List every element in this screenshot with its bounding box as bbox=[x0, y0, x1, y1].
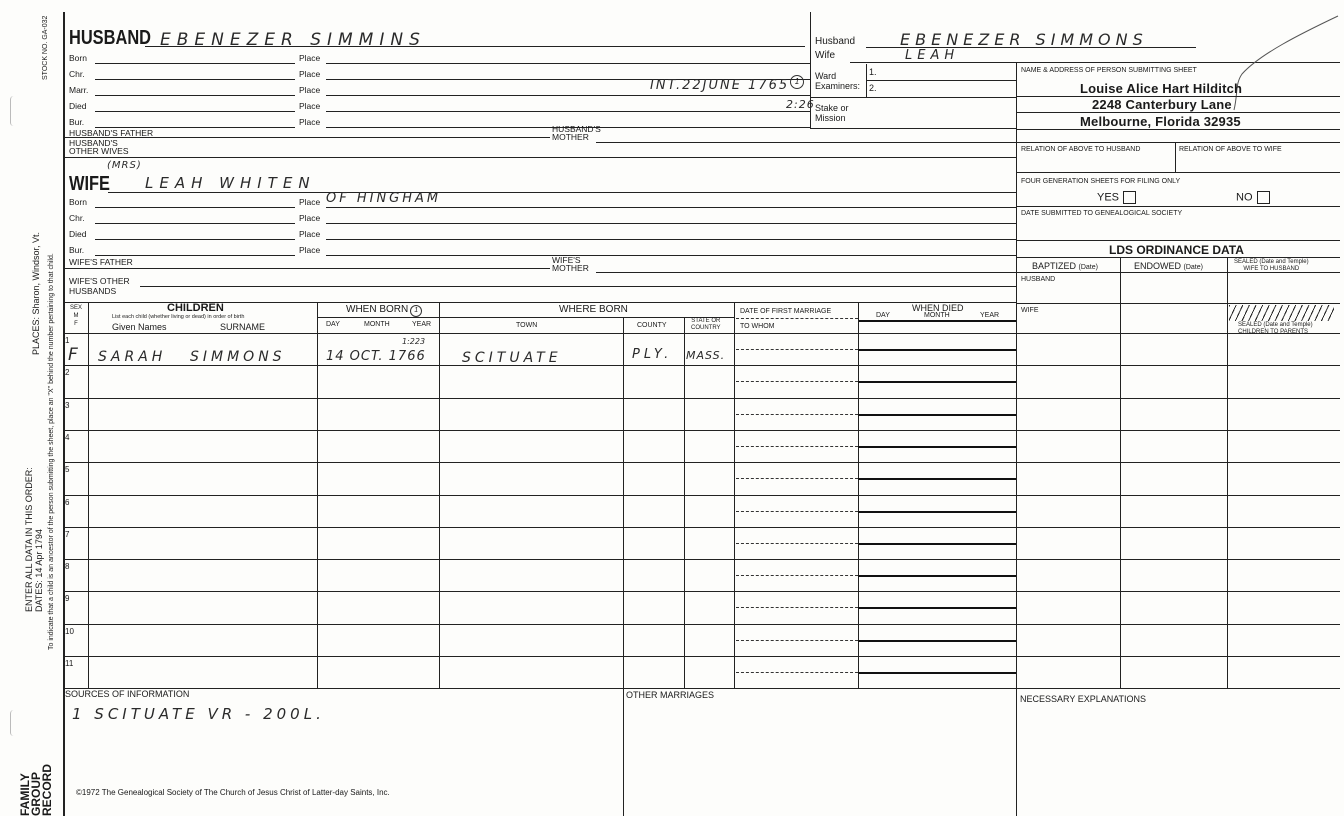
children-instruction: List each child (whether living or dead) in order of birth bbox=[112, 314, 245, 320]
wife-bur-place-label: Place bbox=[299, 245, 321, 255]
husband-marr-value: INT.22JUNE 1765 bbox=[650, 78, 790, 93]
table-row[interactable] bbox=[64, 591, 858, 592]
child-sex[interactable]: F bbox=[68, 345, 82, 365]
submitter-street: 2248 Canterbury Lane bbox=[1092, 97, 1232, 112]
surname-header: SURNAME bbox=[220, 322, 266, 332]
lds-child-row[interactable] bbox=[1016, 656, 1340, 657]
rp-wife-label: Wife bbox=[815, 50, 835, 61]
husband-died-label: Died bbox=[69, 101, 87, 111]
marriage-date-dashline[interactable] bbox=[736, 575, 858, 576]
no-label: NO bbox=[1236, 191, 1253, 204]
husband-other-wives-line[interactable] bbox=[64, 157, 1016, 158]
wife-died-label: Died bbox=[69, 229, 87, 239]
death-date-line[interactable] bbox=[858, 511, 1016, 513]
death-date-line[interactable] bbox=[858, 414, 1016, 416]
date-submitted-line[interactable] bbox=[1016, 240, 1340, 241]
endowed-date-word: (Date) bbox=[1183, 264, 1203, 271]
wife-other-husbands-label-2: HUSBANDS bbox=[69, 286, 117, 296]
table-row[interactable] bbox=[64, 495, 858, 496]
when-born-subline bbox=[317, 317, 439, 318]
born-month-header: MONTH bbox=[364, 321, 390, 328]
husband-other-wives-label-2: OTHER WIVES bbox=[69, 146, 129, 156]
wife-bur-place-line[interactable] bbox=[326, 255, 1016, 256]
examiner-1-label: 1. bbox=[869, 67, 877, 77]
col-county-divider bbox=[684, 317, 685, 688]
four-gen-label: FOUR GENERATION SHEETS FOR FILING ONLY bbox=[1021, 178, 1181, 185]
husband-name[interactable]: EBENEZER SIMMINS bbox=[160, 30, 426, 50]
table-row[interactable] bbox=[64, 462, 858, 463]
sex-m-label: M bbox=[73, 313, 79, 319]
endowed-label bbox=[1134, 261, 1203, 271]
child-surname[interactable]: SIMMONS bbox=[190, 349, 286, 365]
row-number: 2 bbox=[65, 368, 70, 378]
given-names-header: Given Names bbox=[112, 322, 167, 332]
first-marriage-dashline bbox=[736, 318, 858, 319]
rp-husband-label: Husband bbox=[815, 36, 856, 47]
other-marriages-label: OTHER MARRIAGES bbox=[626, 690, 715, 700]
relation-bottom-line bbox=[1016, 172, 1340, 173]
right-panel-border bbox=[1016, 62, 1017, 816]
child-birth-note: 1:223 bbox=[402, 337, 426, 346]
wife-name[interactable]: LEAH WHITEN bbox=[145, 174, 316, 192]
stake-label bbox=[815, 103, 849, 123]
rp-wife-value[interactable]: LEAH bbox=[905, 48, 960, 63]
wife-chr-label: Chr. bbox=[69, 213, 85, 223]
examiners-label: Examiners: bbox=[815, 81, 861, 91]
death-date-line[interactable] bbox=[858, 543, 1016, 545]
wife-other-husbands-line[interactable] bbox=[140, 286, 1016, 287]
marriage-date-dashline[interactable] bbox=[736, 446, 858, 447]
row-number: 10 bbox=[65, 626, 74, 636]
husband-heading: HUSBAND bbox=[69, 27, 151, 49]
wife-born-line[interactable] bbox=[95, 207, 295, 208]
table-row[interactable] bbox=[64, 656, 858, 657]
lds-row-wife: WIFE bbox=[1021, 307, 1039, 314]
wife-died-place-line[interactable] bbox=[326, 239, 1016, 240]
died-day-header: DAY bbox=[876, 312, 890, 319]
footnote-ref-marker: 1 bbox=[790, 75, 804, 89]
examiner-2-line[interactable] bbox=[810, 97, 1016, 98]
wife-born-place-label: Place bbox=[299, 197, 321, 207]
lds-child-row[interactable] bbox=[1016, 624, 1340, 625]
sex-header bbox=[70, 304, 82, 328]
to-whom-header: TO WHOM bbox=[740, 323, 775, 330]
husband-chr-place-label: Place bbox=[299, 69, 321, 79]
sealed-children-label-2: CHILDREN TO PARENTS bbox=[1238, 329, 1309, 335]
child-birth-county[interactable]: PLY. bbox=[632, 347, 673, 362]
lds-child-row[interactable] bbox=[1016, 430, 1340, 431]
children-heading: CHILDREN bbox=[167, 302, 224, 314]
baptized-date-word: (Date) bbox=[1078, 264, 1098, 271]
wife-heading: WIFE bbox=[69, 173, 110, 195]
order-instruction: ENTER ALL DATA IN THIS ORDER: bbox=[24, 467, 34, 612]
punch-hole-mark bbox=[10, 96, 17, 126]
husband-marr-place-line[interactable] bbox=[326, 95, 810, 96]
row-number: 3 bbox=[65, 400, 70, 410]
wife-born-place-line[interactable] bbox=[326, 207, 1016, 208]
table-row[interactable] bbox=[64, 398, 858, 399]
marriage-date-dashline[interactable] bbox=[736, 414, 858, 415]
marriage-date-dashline[interactable] bbox=[736, 511, 858, 512]
baptized-text: BAPTIZED bbox=[1032, 261, 1077, 271]
form-title bbox=[20, 764, 53, 816]
child-birth-date[interactable]: 14 OCT. 1766 bbox=[326, 349, 426, 364]
table-row[interactable] bbox=[64, 559, 858, 560]
wife-mother-label bbox=[552, 256, 589, 272]
died-month-header: MONTH bbox=[924, 312, 950, 319]
marriage-date-dashline[interactable] bbox=[736, 640, 858, 641]
lds-header-line bbox=[1016, 272, 1340, 273]
sealed-children-label-1: SEALED (Date and Temple) bbox=[1238, 322, 1313, 328]
submitter-line-3 bbox=[1016, 129, 1340, 130]
lds-husband-line[interactable] bbox=[1016, 303, 1340, 304]
source-entry-1[interactable]: 1 SCITUATE VR - 200L. bbox=[72, 705, 325, 723]
places-note: PLACES: Sharon, Windsor, Vt. bbox=[31, 231, 41, 355]
husband-mother-label bbox=[552, 125, 601, 141]
dates-note: DATES: 14 Apr 1794 bbox=[34, 529, 44, 612]
husband-chr-line[interactable] bbox=[95, 79, 295, 80]
husband-bur-label: Bur. bbox=[69, 117, 85, 127]
lds-child-row[interactable] bbox=[1016, 559, 1340, 560]
wife-bur-label: Bur. bbox=[69, 245, 85, 255]
stake-label-1: Stake or bbox=[815, 103, 849, 113]
born-day-header: DAY bbox=[326, 321, 340, 328]
lds-title: LDS ORDINANCE DATA bbox=[1109, 243, 1244, 257]
town-header: TOWN bbox=[516, 322, 538, 329]
husband-mother-line[interactable] bbox=[596, 142, 1016, 143]
wife-chr-place-line[interactable] bbox=[326, 223, 1016, 224]
husband-bur-place-label: Place bbox=[299, 117, 321, 127]
child-birth-town[interactable]: SCITUATE bbox=[462, 350, 562, 366]
lds-title-line bbox=[1016, 257, 1340, 258]
when-died-subline bbox=[858, 320, 1016, 322]
submitter-name: Louise Alice Hart Hilditch bbox=[1080, 81, 1243, 96]
endowed-text: ENDOWED bbox=[1134, 261, 1181, 271]
row-number: 4 bbox=[65, 432, 70, 442]
husband-chr-label: Chr. bbox=[69, 69, 85, 79]
stake-label-2: Mission bbox=[815, 113, 846, 123]
wife-mother-label-1: WIFE'S bbox=[552, 255, 581, 265]
where-born-subline bbox=[439, 317, 734, 318]
wife-bur-line[interactable] bbox=[95, 255, 295, 256]
row-number: 6 bbox=[65, 497, 70, 507]
wife-name-line bbox=[108, 192, 1016, 193]
died-year-header: YEAR bbox=[980, 312, 1000, 319]
lds-child-row[interactable] bbox=[1016, 365, 1340, 366]
sealed-wife-label bbox=[1234, 259, 1309, 273]
first-marriage-header: DATE OF FIRST MARRIAGE bbox=[740, 308, 832, 315]
row-number: 9 bbox=[65, 594, 70, 604]
date-submitted-label: DATE SUBMITTED TO GENEALOGICAL SOCIETY bbox=[1021, 210, 1183, 217]
ward-label: Ward bbox=[815, 71, 837, 81]
husband-died-place-label: Place bbox=[299, 101, 321, 111]
yes-checkbox[interactable] bbox=[1123, 191, 1136, 204]
death-date-line[interactable] bbox=[858, 349, 1016, 351]
row-number: 7 bbox=[65, 529, 70, 539]
born-year-header: YEAR bbox=[412, 321, 432, 328]
stake-line[interactable] bbox=[810, 128, 1016, 129]
child-birth-state[interactable]: MASS. bbox=[686, 349, 726, 362]
husband-born-line[interactable] bbox=[95, 63, 295, 64]
table-row[interactable] bbox=[64, 430, 858, 431]
children-header-bottom bbox=[64, 333, 1340, 334]
state-header bbox=[691, 318, 721, 332]
husband-born-place-line[interactable] bbox=[326, 63, 810, 64]
relation-wife-label: RELATION OF ABOVE TO WIFE bbox=[1179, 146, 1282, 153]
state-header-1: STATE OR bbox=[691, 318, 721, 324]
four-gen-yes-option[interactable] bbox=[1097, 191, 1136, 204]
table-row[interactable] bbox=[64, 624, 858, 625]
sex-f-label: F bbox=[74, 321, 78, 327]
stock-number: STOCK NO. GA-032 bbox=[42, 15, 49, 80]
punch-hole-mark bbox=[10, 710, 17, 736]
husband-born-label: Born bbox=[69, 53, 87, 63]
lds-child-row[interactable] bbox=[1016, 495, 1340, 496]
row-number: 1 bbox=[65, 336, 70, 345]
county-header: COUNTY bbox=[637, 322, 667, 329]
sealed-wife-label-2: WIFE TO HUSBAND bbox=[1243, 266, 1300, 272]
row-number: 5 bbox=[65, 465, 70, 475]
four-gen-no-option[interactable] bbox=[1236, 191, 1270, 204]
husband-other-wives-label bbox=[69, 139, 129, 155]
when-born-label: WHEN BORN bbox=[346, 304, 409, 315]
no-checkbox[interactable] bbox=[1257, 191, 1270, 204]
death-date-line[interactable] bbox=[858, 640, 1016, 642]
husband-died-place-line[interactable] bbox=[326, 111, 810, 112]
four-gen-bottom-line bbox=[1016, 206, 1340, 207]
lds-child-row[interactable] bbox=[1016, 398, 1340, 399]
wife-prefix: (MRS) bbox=[107, 160, 142, 171]
sex-label: SEX bbox=[70, 305, 83, 311]
wife-died-line[interactable] bbox=[95, 239, 295, 240]
marriage-date-dashline[interactable] bbox=[736, 672, 858, 673]
table-row[interactable] bbox=[64, 365, 858, 366]
relation-husband-label: RELATION OF ABOVE TO HUSBAND bbox=[1021, 146, 1141, 153]
lds-child-row[interactable] bbox=[1016, 462, 1340, 463]
sources-label: SOURCES OF INFORMATION bbox=[65, 689, 190, 699]
husband-died-line[interactable] bbox=[95, 111, 295, 112]
marriage-date-dashline[interactable] bbox=[736, 349, 858, 350]
state-header-2: COUNTRY bbox=[691, 325, 721, 331]
lds-child-row[interactable] bbox=[1016, 527, 1340, 528]
lds-child-row[interactable] bbox=[1016, 591, 1340, 592]
death-date-line[interactable] bbox=[858, 607, 1016, 609]
row-number: 11 bbox=[65, 659, 74, 668]
baptized-label bbox=[1032, 261, 1098, 271]
death-date-line[interactable] bbox=[858, 446, 1016, 448]
husband-father-label: HUSBAND'S FATHER bbox=[69, 128, 154, 138]
wife-mother-label-2: MOTHER bbox=[552, 263, 589, 273]
submitter-line-2 bbox=[1016, 112, 1340, 113]
death-date-line[interactable] bbox=[858, 672, 1016, 674]
table-row[interactable] bbox=[64, 527, 858, 528]
wife-mother-line[interactable] bbox=[596, 272, 1016, 273]
death-date-line[interactable] bbox=[858, 381, 1016, 383]
yes-label: YES bbox=[1097, 191, 1120, 204]
when-died-header: WHEN DIED bbox=[912, 303, 964, 313]
child-given-name[interactable]: SARAH bbox=[98, 349, 167, 365]
when-born-header bbox=[346, 304, 422, 317]
examiner-2-label: 2. bbox=[869, 83, 877, 93]
sealed-hatched-area bbox=[1229, 305, 1334, 321]
marriage-date-dashline[interactable] bbox=[736, 381, 858, 382]
husband-father-line[interactable] bbox=[64, 137, 550, 138]
husband-page-note: 2:26 bbox=[786, 98, 815, 111]
examiner-1-line[interactable] bbox=[866, 80, 1016, 81]
wife-other-husbands-label bbox=[69, 276, 130, 296]
bottom-top-line bbox=[64, 688, 1340, 689]
wife-chr-place-label: Place bbox=[299, 213, 321, 223]
wife-born-place-value: OF HINGHAM bbox=[326, 191, 442, 206]
wife-father-line[interactable] bbox=[64, 268, 550, 269]
wife-other-husbands-label-1: WIFE'S OTHER bbox=[69, 276, 130, 286]
relation-divider bbox=[1175, 142, 1176, 172]
submitter-city: Melbourne, Florida 32935 bbox=[1080, 114, 1241, 129]
where-born-header: WHERE BORN bbox=[559, 304, 628, 315]
husband-other-wives-label-1: HUSBAND'S bbox=[69, 138, 118, 148]
ancestor-instruction: To indicate that a child is an ancestor of the person submitting the sheet, place an "X" behind the number pertaining to that child. bbox=[48, 253, 55, 650]
sealed-wife-label-1: SEALED (Date and Temple) bbox=[1234, 259, 1309, 265]
relation-top-line bbox=[1016, 142, 1340, 143]
wife-born-label: Born bbox=[69, 197, 87, 207]
copyright-notice: ©1972 The Genealogical Society of The Church of Jesus Christ of Latter-day Saints, Inc. bbox=[76, 788, 390, 797]
header-divider bbox=[810, 12, 811, 129]
husband-mother-label-1: HUSBAND'S bbox=[552, 124, 601, 134]
death-date-line[interactable] bbox=[858, 575, 1016, 577]
husband-marr-line[interactable] bbox=[95, 95, 295, 96]
form-title-line-1: FAMILY bbox=[18, 773, 32, 816]
wife-father-label: WIFE'S FATHER bbox=[69, 257, 133, 267]
husband-born-place-label: Place bbox=[299, 53, 321, 63]
marriage-date-dashline[interactable] bbox=[736, 543, 858, 544]
wife-died-place-label: Place bbox=[299, 229, 321, 239]
wife-chr-line[interactable] bbox=[95, 223, 295, 224]
death-date-line[interactable] bbox=[858, 478, 1016, 480]
row-number: 8 bbox=[65, 562, 70, 572]
marriage-date-dashline[interactable] bbox=[736, 607, 858, 608]
husband-marr-label: Marr. bbox=[69, 85, 89, 95]
husband-marr-place-label: Place bbox=[299, 85, 321, 95]
submitter-heading: NAME & ADDRESS OF PERSON SUBMITTING SHEET bbox=[1021, 67, 1197, 74]
col-town-divider bbox=[623, 317, 624, 688]
lds-row-husband: HUSBAND bbox=[1021, 276, 1056, 283]
when-born-ref-marker: 1 bbox=[410, 305, 422, 317]
husband-mother-label-2: MOTHER bbox=[552, 132, 589, 142]
bottom-divider bbox=[623, 688, 624, 816]
explanations-label: NECESSARY EXPLANATIONS bbox=[1020, 694, 1147, 704]
form-title-line-2: GROUP bbox=[29, 771, 43, 816]
rp-husband-value[interactable]: EBENEZER SIMMONS bbox=[900, 30, 1148, 49]
form-title-line-3: RECORD bbox=[40, 763, 54, 816]
marriage-date-dashline[interactable] bbox=[736, 478, 858, 479]
